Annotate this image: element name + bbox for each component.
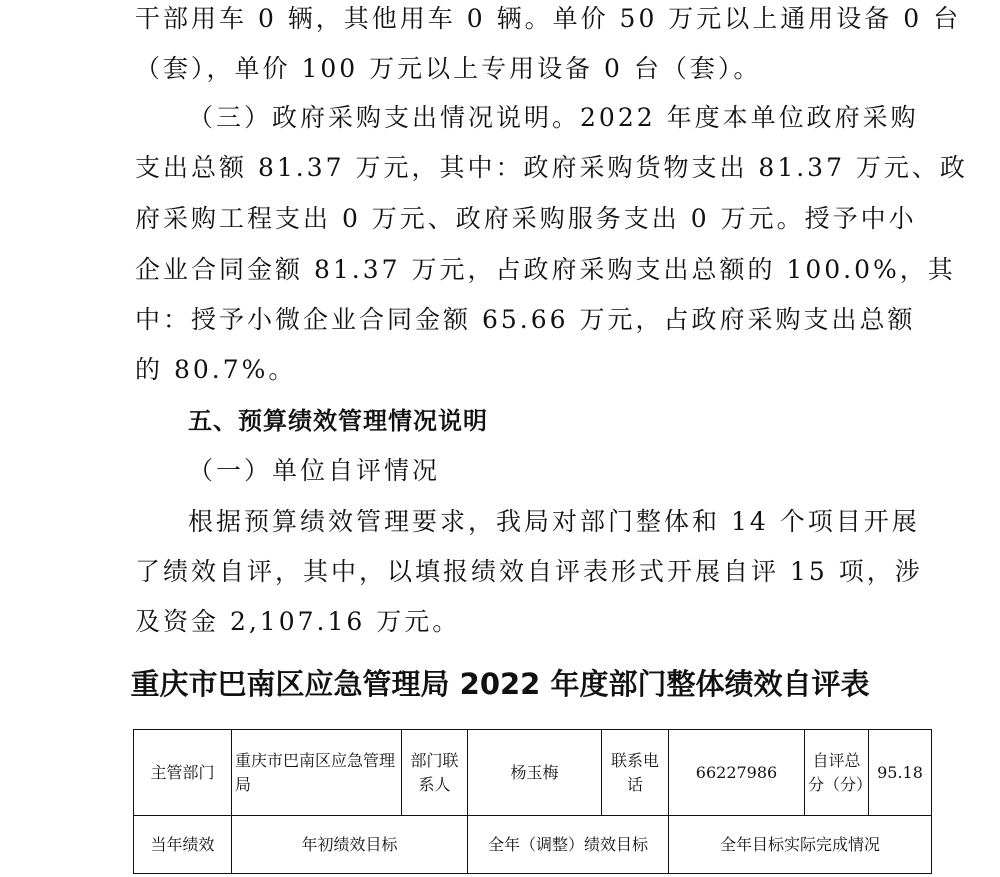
dept-label: 主管部门 bbox=[134, 730, 232, 816]
contact-label: 部门联系人 bbox=[402, 730, 468, 816]
phone-label: 联系电话 bbox=[602, 730, 669, 816]
body-line-2: （套），单价 100 万元以上专用设备 0 台（套）。 bbox=[135, 54, 762, 83]
body-line-7: 中：授予小微企业合同金额 65.66 万元，占政府采购支出总额 bbox=[135, 305, 916, 334]
self-evaluation-table bbox=[133, 729, 932, 874]
table-title: 重庆市巴南区应急管理局 2022 年度部门整体绩效自评表 bbox=[130, 667, 870, 701]
phone-value: 66227986 bbox=[669, 730, 805, 816]
year-perf-label: 当年绩效 bbox=[134, 816, 232, 874]
initial-goal-label: 年初绩效目标 bbox=[232, 816, 468, 874]
contact-value: 杨玉梅 bbox=[468, 730, 602, 816]
para2-line-2: 了绩效自评，其中，以填报绩效自评表形式开展自评 15 项，涉 bbox=[135, 557, 923, 586]
para2-line-3: 及资金 2,107.16 万元。 bbox=[135, 607, 461, 636]
body-line-5: 府采购工程支出 0 万元、政府采购服务支出 0 万元。授予中小 bbox=[135, 204, 917, 233]
body-line-8: 的 80.7%。 bbox=[135, 355, 297, 384]
section-heading: 五、预算绩效管理情况说明 bbox=[188, 407, 488, 435]
table-row bbox=[134, 730, 932, 816]
actual-label: 全年目标实际完成情况 bbox=[669, 816, 932, 874]
para2-line-1: 根据预算绩效管理要求，我局对部门整体和 14 个项目开展 bbox=[188, 507, 920, 536]
body-line-3: （三）政府采购支出情况说明。2022 年度本单位政府采购 bbox=[188, 103, 919, 132]
sub-heading: （一）单位自评情况 bbox=[188, 456, 441, 485]
adjusted-goal-label: 全年（调整）绩效目标 bbox=[468, 816, 669, 874]
body-line-1: 干部用车 0 辆，其他用车 0 辆。单价 50 万元以上通用设备 0 台 bbox=[135, 4, 962, 33]
score-label: 自评总分（分） bbox=[805, 730, 869, 816]
body-line-6: 企业合同金额 81.37 万元，占政府采购支出总额的 100.0%，其 bbox=[135, 255, 956, 284]
score-value: 95.18 bbox=[869, 730, 932, 816]
table-row bbox=[134, 816, 932, 874]
dept-value: 重庆市巴南区应急管理局 bbox=[232, 730, 402, 816]
body-line-4: 支出总额 81.37 万元，其中：政府采购货物支出 81.37 万元、政 bbox=[135, 153, 968, 182]
